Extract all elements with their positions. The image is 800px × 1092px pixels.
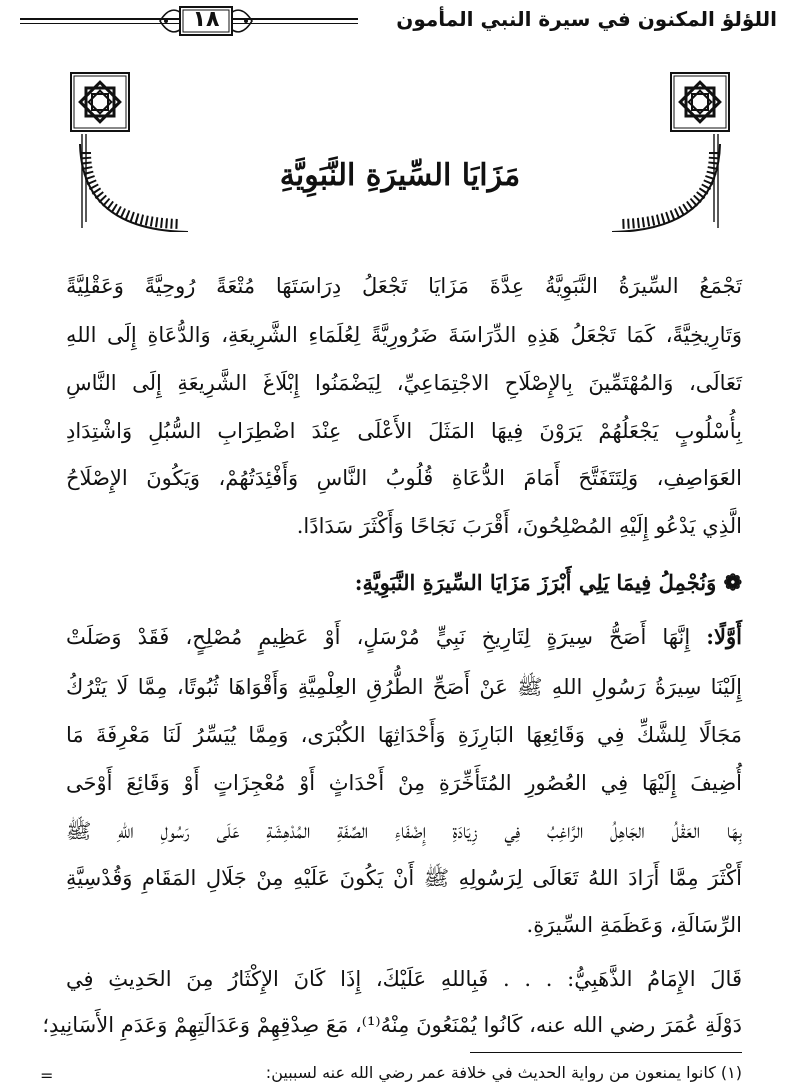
star-ornament-icon [70, 72, 130, 132]
point-line: الرِّسَالَةِ، وَعَظَمَةِ السِّيرَةِ. [526, 913, 742, 937]
point-line [66, 620, 742, 654]
point-label: أَوَّلًا: [706, 624, 742, 649]
point-line: مَجَالًا لِلشَّكِّ فِي وَقَائِعِهَا البَارِزَةِ وَأَحْدَاثِهَا الكُبْرَى، وَمِمَّا يُيَسِّرُ لَنَا مَعْرِفَةَ مَا [66, 723, 742, 747]
paragraph-line: بِأُسْلُوبٍ يَجْعَلُهُمْ يَرَوْنَ فِيهَا المَثَلَ الأَعْلَى عِنْدَ اضْطِرَابِ السُّبُلِ وَاشْتِدَادِ [66, 419, 742, 443]
point-line: بِهَا العَقْلُ الجَاهِلُ الرَّاغِبُ فِي زِيَادَةِ إِضْفَاءِ الصِّفَةِ المُدْهِشَةِ عَلَى رَسُولِ اللهِ ﷺ [66, 819, 742, 843]
footnote-continuation: = [40, 1066, 54, 1085]
paragraph-line: الَّذِي يَدْعُو إِلَيْهِ المُصْلِحُونَ، أَقْرَبَ نَجَاحًا وَأَكْثَرَ سَدَادًا. [296, 514, 742, 538]
point-text: إِنَّهَا أَصَحُّ سِيرَةٍ لِتَارِيخِ نَبِيٍّ مُرْسَلٍ، أَوْ عَظِيمٍ مُصْلِحٍ، فَقَدْ وَصَلَتْ [66, 625, 691, 649]
paragraph-line: تَعَالَى، وَالمُهْتَمِّينَ بِالإِصْلَاحِ الاجْتِمَاعِيِّ، لِيَضْمَنُوا إِبْلَاغَ الشَّرِيعَةِ إِلَى النَّاسِ [66, 371, 742, 395]
section-heading-text: وَنُجْمِلُ فِيمَا يَلِي أَبْرَزَ مَزَايَا السِّيرَةِ النَّبَوِيَّةِ: [354, 570, 717, 595]
paragraph-line: وَتَارِيخِيَّةً، كَمَا تَجْعَلُ هَذِهِ الدِّرَاسَةَ ضَرُورِيَّةً لِعُلَمَاءِ الشَّرِيعَةِ، وَالدُّعَاةِ إِلَى اللهِ [66, 323, 742, 347]
chapter-title: مَزَايَا السِّيرَةِ النَّبَوِيَّةِ [279, 158, 521, 193]
point-line: أَكْثَرَ مِمَّا أَرَادَ اللهُ تَعَالَى لِرَسُولِهِ ﷺ أَنْ يَكُونَ عَلَيْهِ مِنْ جَلَالِ المَقَامِ وَقُدْسِيَّةِ [66, 866, 742, 890]
point-line: أُضِيفَ إِلَيْهَا فِي العُصُورِ المُتَأَخِّرَةِ مِنْ أَحْدَاثٍ أَوْ مُعْجِزَاتٍ أَوْ وَقَائِعَ أَوْحَى [66, 771, 742, 795]
star-ornament-icon [670, 72, 730, 132]
paragraph-line: تَجْمَعُ السِّيرَةُ النَّبَوِيَّةُ عِدَّةَ مَزَايَا تَجْعَلُ دِرَاسَتَهَا مُتْعَةً رُوحِيَّةً وَعَقْلِيَّةً [66, 274, 742, 298]
footnote: (١) كانوا يمنعون من رواية الحديث في خلافة عمر رضي الله عنه لسببين: [265, 1063, 742, 1082]
paragraph-line: العَوَاصِفِ، وَلِتَتَفَتَّحَ أَمَامَ الدُّعَاةِ قُلُوبُ النَّاسِ وَأَفْئِدَتُهُمْ، وَيَكُونَ الإِصْلَاحُ [66, 466, 742, 490]
flower-bullet-icon: ❁ [723, 570, 742, 596]
section-heading [66, 566, 742, 600]
running-title: اللؤلؤ المكنون في سيرة النبي المأمون [396, 7, 777, 31]
quote-line: دَوْلَةِ عُمَرَ رضي الله عنه، كَانُوا يُمْنَعُونَ مِنْهُ⁽¹⁾، مَعَ صِدْقِهِمْ وَعَدَالَتِهِمْ وَعَدَمِ الأَسَانِيدِ؛ [42, 1013, 742, 1037]
page-number: ١٨ [192, 7, 220, 32]
point-line: إِلَيْنَا سِيرَةُ رَسُولِ اللهِ ﷺ عَنْ أَصَحِّ الطُّرُقِ العِلْمِيَّةِ وَأَقْوَاهَا ثُبُوتًا، مِمَّا لَا يَتْرُكُ [66, 675, 742, 699]
footnote-rule [470, 1052, 742, 1053]
quote-line: قَالَ الإِمَامُ الذَّهَبِيُّ: . . . فَبِاللهِ عَلَيْكَ، إِذَا كَانَ الإِكْثَارُ مِنَ الحَدِيثِ فِي [66, 967, 742, 991]
